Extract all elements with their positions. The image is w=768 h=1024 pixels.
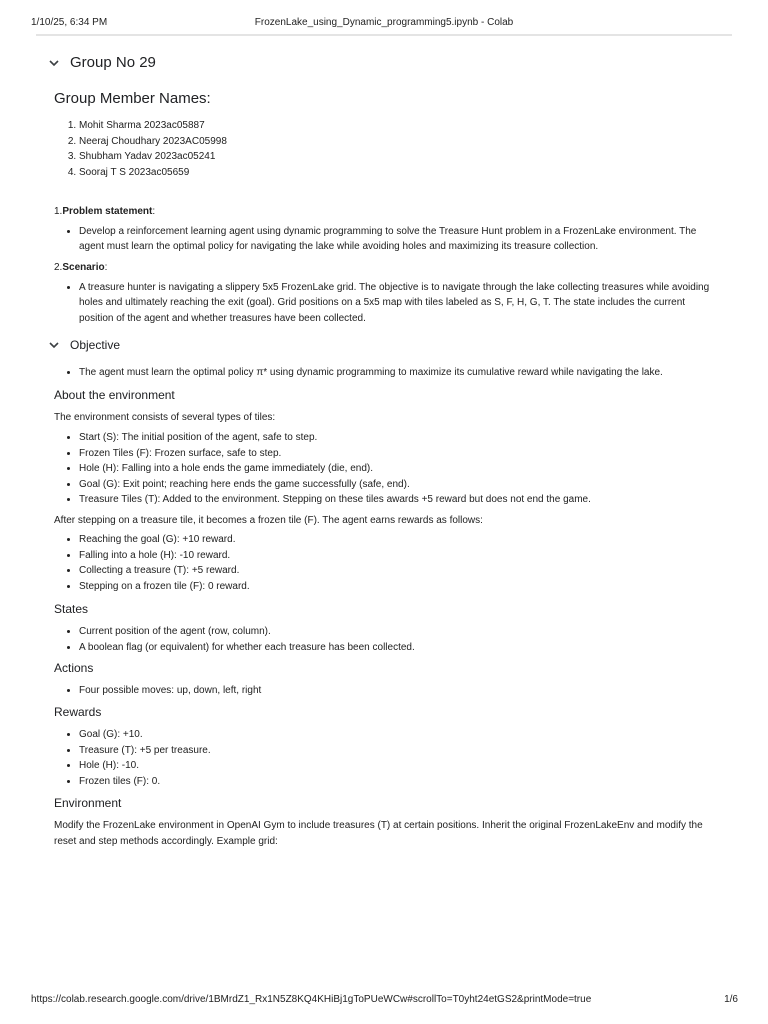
state-item: • Current position of the agent (row, column).	[79, 624, 714, 640]
page-number: 1/6	[724, 994, 738, 1005]
reward-rules-list	[54, 532, 714, 594]
action-item: • Four possible moves: up, down, left, right	[79, 683, 714, 699]
scenario-label: Scenario	[62, 262, 105, 273]
tile-item: • Goal (G): Exit point; reaching here ends the game successfully (safe, end).	[79, 477, 714, 493]
chevron-down-icon[interactable]	[48, 339, 60, 351]
section-toggle-objective[interactable]	[48, 338, 120, 352]
member-item: 2. Neeraj Choudhary 2023AC05998	[79, 134, 714, 150]
problem-label: Problem statement	[62, 206, 153, 217]
scenario-number: 2.	[54, 262, 63, 273]
tile-types-list	[54, 430, 714, 508]
objective-list	[54, 365, 714, 381]
actions-list	[54, 683, 714, 699]
reward-item: • Hole (H): -10.	[79, 758, 714, 774]
tile-item: • Frozen Tiles (F): Frozen surface, safe to step.	[79, 446, 714, 462]
rewards-list	[54, 727, 714, 789]
about-heading: About the environment	[54, 388, 175, 402]
chevron-down-icon[interactable]	[48, 57, 60, 69]
scenario-text: • A treasure hunter is navigating a slippery 5x5 FrozenLake grid. The objective is to navigate through the lake collecting treasures while avoiding holes and ultimately reaching the exit (goal). Grid positions on a 5x5 map with tiles labeled as S, F, H, G, T. The state includes the current position of the agent and whether treasures have been collected.	[79, 280, 714, 327]
document-title: FrozenLake_using_Dynamic_programming5.ipynb - Colab	[254, 17, 514, 28]
rewards-heading: Rewards	[54, 705, 102, 719]
member-item: 1. Mohit Sharma 2023ac05887	[79, 118, 714, 134]
states-list	[54, 624, 714, 655]
members-list	[54, 118, 714, 180]
print-date: 1/10/25, 6:34 PM	[31, 17, 108, 28]
section-title-objective: Objective	[70, 338, 121, 352]
reward-item: • Goal (G): +10.	[79, 727, 714, 743]
reward-rule-item: • Collecting a treasure (T): +5 reward.	[79, 563, 714, 579]
scenario-colon: :	[104, 262, 108, 273]
tile-item: • Hole (H): Falling into a hole ends the game immediately (die, end).	[79, 461, 714, 477]
problem-number: 1.	[54, 206, 63, 217]
about-intro: The environment consists of several types of tiles:	[54, 412, 276, 423]
tile-item: • Treasure Tiles (T): Added to the environment. Stepping on these tiles awards +5 reward but does not end the game.	[79, 492, 714, 508]
scenario-label-line	[54, 260, 714, 276]
actions-heading: Actions	[54, 661, 94, 675]
member-item: 4. Sooraj T S 2023ac05659	[79, 165, 714, 181]
members-heading: Group Member Names:	[54, 90, 211, 107]
problem-text: • Develop a reinforcement learning agent using dynamic programming to solve the Treasure Hunt problem in a FrozenLake environment. The agent must learn the optimal policy for navigating the lake while avoiding holes and maximizing its treasure collection.	[79, 224, 714, 255]
states-heading: States	[54, 602, 89, 616]
reward-rule-item: • Falling into a hole (H): -10 reward.	[79, 548, 714, 564]
tile-item: • Start (S): The initial position of the agent, safe to step.	[79, 430, 714, 446]
print-header	[0, 0, 768, 36]
reward-item: • Frozen tiles (F): 0.	[79, 774, 714, 790]
state-item: • A boolean flag (or equivalent) for whether each treasure has been collected.	[79, 640, 714, 656]
reward-item: • Treasure (T): +5 per treasure.	[79, 743, 714, 759]
problem-statement	[54, 204, 714, 255]
header-divider	[36, 34, 732, 36]
problem-colon: :	[152, 206, 156, 217]
section-toggle-group[interactable]	[48, 54, 156, 71]
about-after: After stepping on a treasure tile, it becomes a frozen tile (F). The agent earns rewards as follows:	[54, 515, 483, 526]
section-title-group: Group No 29	[70, 54, 156, 71]
reward-rule-item: • Stepping on a frozen tile (F): 0 reward.	[79, 579, 714, 595]
environment-heading: Environment	[54, 796, 122, 810]
page-url: https://colab.research.google.com/drive/1BMrdZ1_Rx1N5Z8KQ4KHiBj1gToPUeWCw#scrollTo=T0yht24etGS2&printMode=true	[31, 994, 592, 1005]
environment-text: Modify the FrozenLake environment in OpenAI Gym to include treasures (T) at certain positions. Inherit the original FrozenLakeEnv and modify the reset and step methods accordingly. Example grid:	[54, 820, 703, 847]
objective-text: • The agent must learn the optimal policy π* using dynamic programming to maximize its cumulative reward while navigating the lake.	[79, 365, 714, 381]
member-item: 3. Shubham Yadav 2023ac05241	[79, 149, 714, 165]
problem-label-line	[54, 204, 714, 220]
scenario	[54, 260, 714, 326]
reward-rule-item: • Reaching the goal (G): +10 reward.	[79, 532, 714, 548]
